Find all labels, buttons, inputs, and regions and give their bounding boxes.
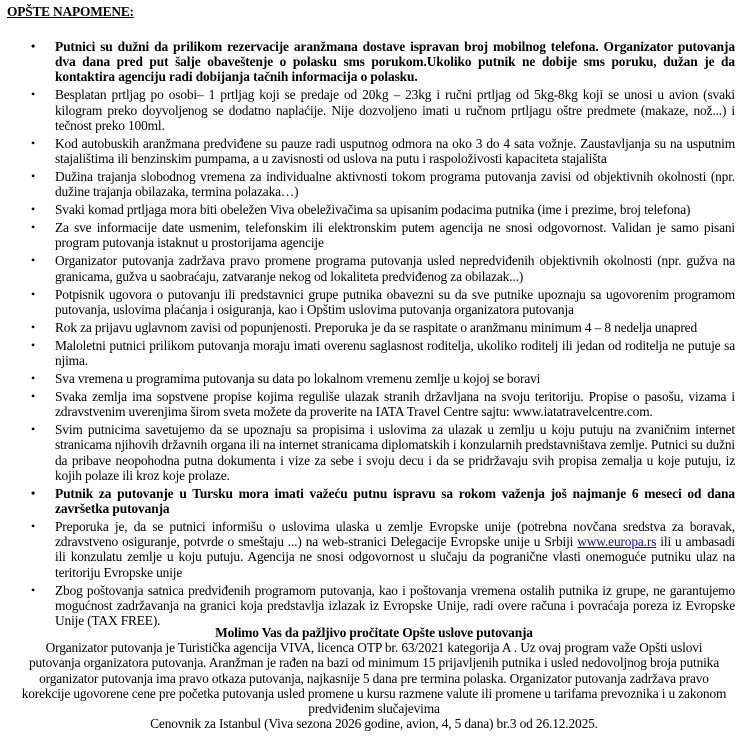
bullet-icon: •: [31, 135, 36, 150]
note-text: Maloletni putnici prilikom putovanja moraju imati overenu saglasnost roditelja, ukoliko roditelj ili jedan od roditelja ne putuje sa njima.: [55, 337, 735, 369]
bullet-icon: •: [31, 319, 36, 334]
note-item: [0, 486, 735, 516]
note-item: [0, 320, 735, 335]
note-text: Zbog poštovanja satnica predviđenih programom putovanja, kao i poštovanja vremena ostalih putnika iz grupe, ne garantujemo mogućnost zadržavanja na granici koja predstavlja izlazak iz Evropske Unije, radi overe računa i povraćaja poreza iz Evropske Unije (TAX FREE).: [55, 582, 735, 629]
bullet-icon: •: [31, 371, 36, 386]
bullet-icon: •: [31, 87, 36, 102]
note-item: [0, 287, 735, 317]
note-item: [0, 583, 735, 629]
note-item: [0, 338, 735, 368]
bullet-icon: •: [31, 337, 36, 352]
bullet-icon: •: [31, 519, 36, 534]
bullet-icon: •: [31, 253, 36, 268]
notes-list: [0, 39, 735, 631]
pricelist-line: Cenovnik za Istanbul (Viva sezona 2026 godine, avion, 4, 5 dana) br.3 od 26.12.2025.: [150, 716, 598, 732]
note-text: Za sve informacije date usmenim, telefonskim ili elektronskim putem agencija ne snosi odgovornost. Validan je samo pisani program putovanja istaknut u prostorijama agencije: [55, 220, 735, 251]
note-text: Dužina trajanja slobodnog vremena za individualne aktivnosti tokom programa putovanja zavisi od objektivnih okolnosti (npr. dužine trajanja obilazaka, termina polazaka…): [55, 169, 735, 200]
section-heading: OPŠTE NAPOMENE:: [7, 4, 134, 19]
note-item: [0, 389, 735, 419]
bullet-icon: •: [31, 220, 36, 235]
note-text: Svaka zemlja ima sopstvene propise kojima reguliše ulazak stranih državljana na svoju teritoriju. Propise o pasošu, vizama i zdravstvenim uverenjima širom sveta možete da proverite na IATA Travel Centre sajtu: www.iatatravelcentre.com.: [55, 389, 735, 420]
note-text: Kod autobuskih aranžmana predviđene su pauze radi usputnog odmora na oko 3 do 4 sata vožnje. Zaustavljanja su na usputnim stajalištima ili benzinskim pumpama, a u zavisnosti od uslova na putu i raspoloživosti kapaciteta stajališta: [55, 135, 735, 167]
bullet-icon: •: [31, 422, 36, 437]
note-text: Putnici su dužni da prilikom rezervacije aranžmana dostave ispravan broj mobilnog telefona. Organizator putovanja dva dana pred put šalje obaveštenje o polasku sms porukom.Ukoliko putnik ne dobije sms poruku, dužan je da kontaktira agenciju radi dobijanja tačnih informacija o polasku.: [55, 39, 735, 85]
note-item: [0, 519, 735, 580]
note-text: Putnik za putovanje u Tursku mora imati važeću putnu ispravu sa rokom važenja još najmanje 6 meseci od dana završetka putovanja: [55, 485, 735, 517]
note-item: [0, 202, 735, 217]
footer-title: Molimo Vas da pažljivo pročitate Opšte uslove putovanja: [215, 625, 533, 640]
note-item: [0, 220, 735, 250]
note-item: [0, 87, 735, 133]
note-item: [0, 422, 735, 483]
note-item: [0, 39, 735, 85]
note-item: [0, 136, 735, 166]
note-text: Svaki komad prtljaga mora biti obeležen Viva obeleživačima sa upisanim podacima putnika (ime i prezime, broj telefona): [55, 202, 691, 218]
bullet-icon: •: [31, 582, 36, 597]
note-text-after-link: ili u ambasadi ili konzulatu zemlje u koju putuju. Agencija ne snosi odgovornost u slučaju da pogranične vlasti onemoguće putniku ulaz na teritoriju Evropske unije: [55, 534, 736, 580]
europa-link[interactable]: www.europa.rs: [577, 534, 657, 550]
note-text: Potpisnik ugovora o putovanju ili predstavnici grupe putnika obavezni su da sve putnike upoznaju sa ugovorenim programom putovanja, uslovima plaćanja i osiguranja, kao i Opštim uslovima putovanja organizatora putovanja: [55, 286, 735, 317]
note-text: Sva vremena u programima putovanja su data po lokalnom vremenu zemlje u kojoj se boravi: [55, 371, 541, 387]
bullet-icon: •: [31, 389, 36, 404]
note-text: Rok za prijavu uglavnom zavisi od popunjenosti. Preporuka je da se raspitate o aranžmanu minimum 4 – 8 nedelja unapred: [55, 319, 697, 335]
note-text: Svim putnicima savetujemo da se upoznaju sa propisima i uslovima za ulazak u zemlju u koju putuju na zvaničnim internet stranicama njihovih državnih organa ili na internet stranicama diplomatskih i konzularnih predstavništava zemlje. Putnici su dužni da pribave neopohodna putna dokumenta i vize za sebe i svoju decu i da se pridržavaju svih propisa zemalja u koje putuju, iz kojih polaze ili kroz koje prolaze.: [55, 422, 735, 483]
bullet-icon: •: [31, 202, 36, 217]
bullet-icon: •: [31, 39, 36, 53]
bullet-icon: •: [31, 485, 36, 500]
note-text-before-link: Preporuka je, da se putnici informišu o uslovima ulaska u zemlje Evropske unije (potrebna novčana sredstva za boravak, zdravstveno osiguranje, potvrde o smeštaju ...) na web-stranici Delegacije Evropske unije u Srbiji: [55, 519, 735, 550]
note-text: Besplatan prtljag po osobi– 1 prtljag koji se predaje od 20kg – 23kg i ručni prtljag od 5kg-8kg koji se unosi u avion (svaki kilogram preko doyvoljenog se dodatno naplaćije. Nije dozvoljeno imati u ručnom prtljagu oštre predmete (makaze, nož...) i tečnost preko 100ml.: [55, 87, 735, 133]
bullet-icon: •: [31, 286, 36, 301]
bullet-icon: •: [31, 169, 36, 184]
note-text: Organizator putovanja zadržava pravo promene programa putovanja usled nepredviđenih objektivnih okolnosti (npr. gužva na granicama, gužva u saobraćaju, zatvaranje nekog od lokaliteta predviđenog za obilazak...): [55, 253, 735, 284]
footer-body: Organizator putovanja je Turistička agencija VIVA, licenca OTP br. 63/2021 kategorija A . Uz ovaj program važe Opšti uslovi putovanja organizatora putovanja. Aranžman je rađen na bazi od minimum 15 prijavljenih putnika i usled nedovoljnog broja putnika organizator putovanja ima pravo otkaza putovanja, najkasnije 5 dana pre termina polaska. Organizator putovanja zadržava pravo korekcije ugovorene cene pre početka putovanja usled promene u kursu razmene valute ili promene u tarifama prevoznika i u zakonom predviđenim slučajevima: [21, 640, 727, 717]
note-item: [0, 169, 735, 199]
note-item: [0, 371, 735, 386]
footer: [20, 625, 728, 731]
note-item: [0, 253, 735, 283]
